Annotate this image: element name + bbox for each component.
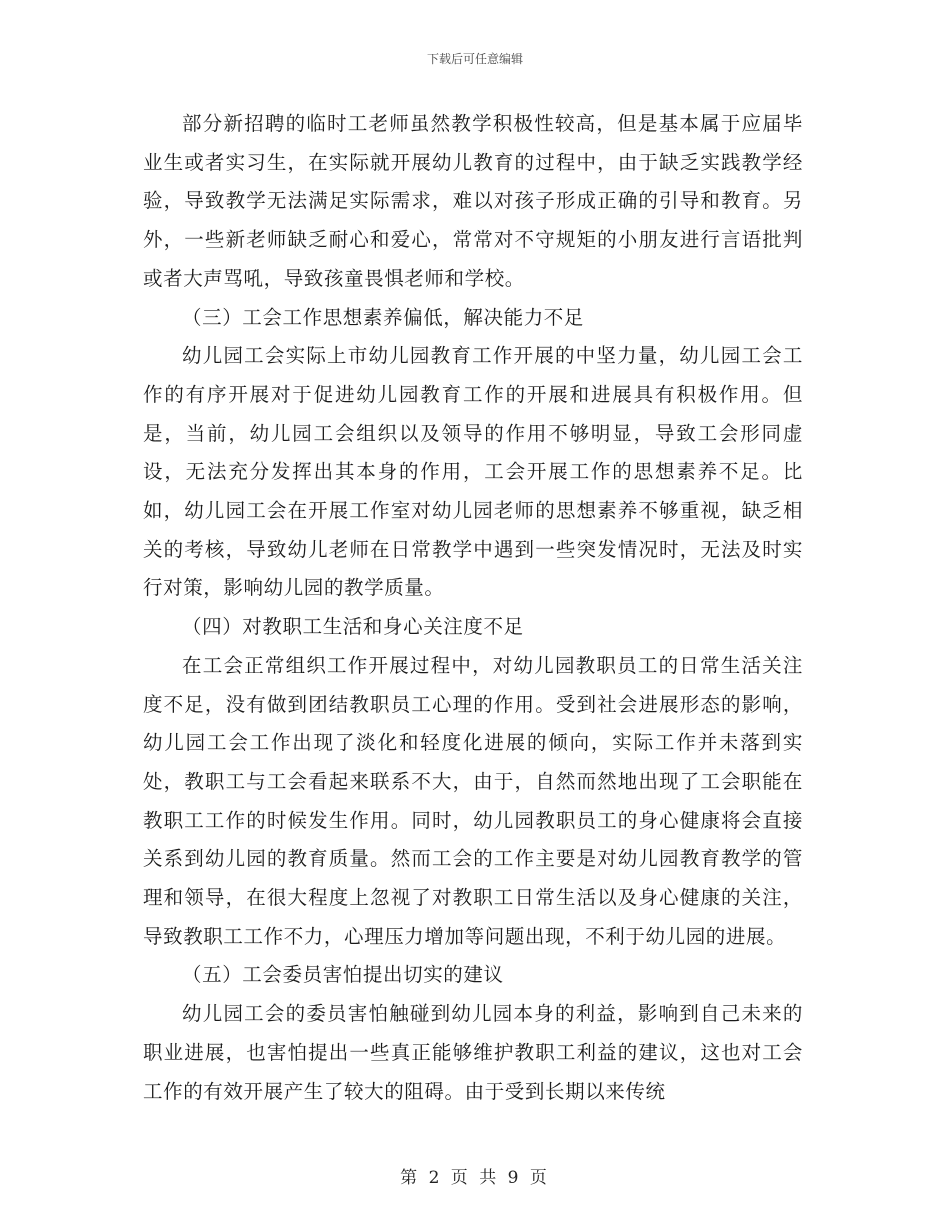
paragraph-2: 幼儿园工会实际上市幼儿园教育工作开展的中坚力量，幼儿园工会工作的有序开展对于促进幼儿园教育工作的开展和进展具有积极作用。但是，当前，幼儿园工会组织以及领导的作用不够明显，导致工会形同虚设，无法充分发挥出其本身的作用，工会开展工作的思想素养不足。比如，幼儿园工会在开展工作室对幼儿园老师的思想素养不够重视，缺乏相关的考核，导致幼儿老师在日常教学中遇到一些突发情况时，无法及时实行对策，影响幼儿园的教学质量。 — [143, 344, 803, 600]
paragraph-4: 幼儿园工会的委员害怕触碰到幼儿园本身的利益，影响到自己未来的职业进展，也害怕提出一些真正能够维护教职工利益的建议，这也对工会工作的有效开展产生了较大的阻碍。由于受到长期以来传统 — [143, 1002, 803, 1103]
paragraph-1: 部分新招聘的临时工老师虽然教学积极性较高，但是基本属于应届毕业生或者实习生，在实际就开展幼儿教育的过程中，由于缺乏实践教学经验，导致教学无法满足实际需求，难以对孩子形成正确的引导和教育。另外，一些新老师缺乏耐心和爱心，常常对不守规矩的小朋友进行言语批判或者大声骂吼，导致孩童畏惧老师和学校。 — [143, 112, 803, 290]
section-heading-4: （四）对教职工生活和身心关注度不足 — [182, 615, 524, 639]
page-header: 下载后可任意编辑 — [426, 52, 523, 66]
document-body — [143, 105, 803, 1111]
paragraph-3: 在工会正常组织工作开展过程中，对幼儿园教职员工的日常生活关注度不足，没有做到团结教职员工心理的作用。受到社会进展形态的影响，幼儿园工会工作出现了淡化和轻度化进展的倾向，实际工作并未落到实处，教职工与工会看起来联系不大，由于，自然而然地出现了工会职能在教职工工作的时候发生作用。同时，幼儿园教职员工的身心健康将会直接关系到幼儿园的教育质量。然而工会的工作主要是对幼儿园教育教学的管理和领导，在很大程度上忽视了对教职工日常生活以及身心健康的关注，导致教职工工作不力，心理压力增加等问题出现，不利于幼儿园的进展。 — [143, 653, 803, 948]
section-heading-3: （三）工会工作思想素养偏低，解决能力不足 — [182, 305, 585, 329]
page-number: 第 2 页 共 9 页 — [400, 1168, 550, 1188]
section-heading-5: （五）工会委员害怕提出切实的建议 — [182, 963, 504, 987]
